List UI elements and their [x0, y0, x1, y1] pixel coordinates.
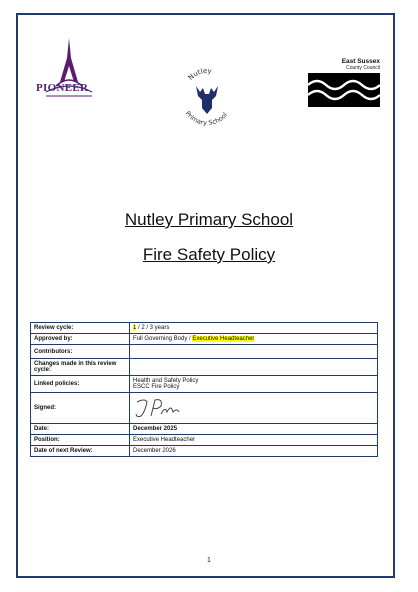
next-review-value: December 2026	[130, 446, 378, 457]
table-row	[31, 376, 378, 393]
signed-label: Signed:	[31, 393, 130, 424]
table-row	[31, 424, 378, 435]
table-row	[31, 334, 378, 345]
approved-by-value	[130, 334, 378, 345]
changes-value	[130, 359, 378, 376]
linked-policies-value	[130, 376, 378, 393]
page-number: 1	[207, 557, 211, 564]
contributors-label: Contributors:	[31, 345, 130, 359]
esx-subtitle: County Council	[346, 65, 380, 71]
east-sussex-logo	[308, 58, 380, 107]
policy-title: Fire Safety Policy	[142, 245, 276, 264]
table-row	[31, 435, 378, 446]
nutley-arc-top: Nutley	[186, 66, 213, 82]
contributors-value	[130, 345, 378, 359]
review-cycle-label: Review cycle:	[31, 323, 130, 334]
signature-image	[133, 396, 183, 420]
approved-by-label: Approved by:	[31, 334, 130, 345]
linked-policies-label: Linked policies:	[31, 376, 130, 393]
approved-by-highlight: Executive Headteacher	[192, 336, 255, 342]
policy-info-table	[30, 322, 378, 457]
pioneer-logo	[34, 36, 104, 106]
table-row	[31, 393, 378, 424]
school-title: Nutley Primary School	[124, 210, 294, 229]
review-cycle-highlight: 1	[133, 325, 137, 331]
pioneer-wordmark: PIONEER	[36, 82, 89, 94]
date-label: Date:	[31, 424, 130, 435]
esx-title: East Sussex	[341, 58, 380, 65]
nutley-school-logo	[172, 64, 242, 134]
position-label: Position:	[31, 435, 130, 446]
linked-policy-1: Health and Safety Policy	[133, 378, 199, 384]
signature-cell	[130, 393, 378, 424]
date-value: December 2025	[130, 424, 378, 435]
esx-wave-icon	[308, 73, 380, 107]
table-row	[31, 446, 378, 457]
next-review-label: Date of next Review:	[31, 446, 130, 457]
nutley-arc-bottom: Primary School	[183, 109, 230, 127]
linked-policy-2: ESCC Fire Policy	[133, 384, 180, 390]
table-row	[31, 345, 378, 359]
review-cycle-rest: / 2 / 3 years	[136, 325, 170, 331]
approved-by-plain: Full Governing Body /	[133, 336, 193, 342]
table-row	[31, 359, 378, 376]
position-value: Executive Headteacher	[130, 435, 378, 446]
svg-text:Nutley	[187, 67, 212, 82]
table-row	[31, 323, 378, 334]
changes-label: Changes made in this review cycle:	[31, 359, 130, 376]
review-cycle-value	[130, 323, 378, 334]
